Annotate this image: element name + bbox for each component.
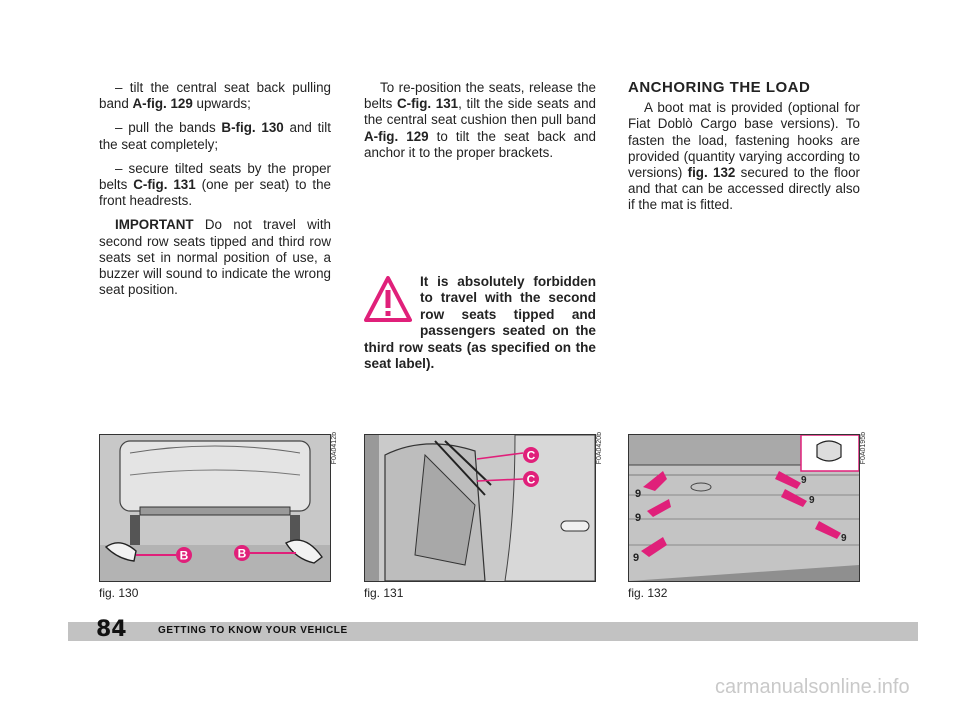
svg-text:9: 9 <box>635 488 642 500</box>
svg-text:9: 9 <box>635 512 642 524</box>
chapter-title: GETTING TO KNOW YOUR VEHICLE <box>158 625 348 636</box>
figure-code: F0A0412b <box>331 432 338 465</box>
fig-ref: A-fig. 129 <box>364 128 429 144</box>
callout-c-top: C <box>526 448 536 463</box>
column-1 <box>99 80 331 306</box>
paragraph-secure-seats: – secure tilted seats by the proper belts C-fig. 131 (one per seat) to the front headrests. <box>99 160 332 209</box>
fig-ref: C-fig. 131 <box>396 96 459 112</box>
paragraph-anchoring: A boot mat is provided (optional for Fiat Doblò Cargo base versions). To fasten the load, fastening hooks are provided (quantity varying according to versions) fig. 132 secured to the floor and that can be accessed directly also if the mat is fitted. <box>628 100 860 213</box>
figure-131-image <box>364 434 596 582</box>
column-2 <box>364 80 596 169</box>
section-heading: ANCHORING THE LOAD <box>628 79 811 96</box>
figure-130-image <box>99 434 331 582</box>
figure-label: fig. 130 <box>99 586 139 600</box>
figure-label: fig. 131 <box>364 586 404 600</box>
fig-ref: B-fig. 130 <box>221 120 284 136</box>
figure-132-image <box>628 434 860 582</box>
paragraph-pull-bands: – pull the bands B-fig. 130 and tilt the seat completely; <box>99 120 331 152</box>
paragraph-important: IMPORTANT Do not travel with second row seats tipped and third row seats set in normal position of use, a buzzer will sound to indicate the wrong seat position. <box>99 217 331 298</box>
svg-text:9: 9 <box>801 475 807 486</box>
watermark: carmanualsonline.info <box>715 676 910 698</box>
column-3 <box>628 80 860 222</box>
paragraph-tilt-seat-back: – tilt the central seat back pulling band A-fig. 129 upwards; <box>99 80 331 112</box>
fig-ref: A-fig. 129 <box>132 96 193 112</box>
fig-ref: C-fig. 131 <box>133 177 196 193</box>
warning-box <box>364 274 596 372</box>
paragraph-reposition: To re-position the seats, release the belts C-fig. 131, tilt the side seats and the central seat cushion then pull band A-fig. 129 to tilt the seat back and anchor it to the proper brackets. <box>364 80 596 160</box>
figure-code: F0A0195b <box>860 432 867 465</box>
callout-b-right: B <box>237 546 247 561</box>
warning-text: It is absolutely forbidden to travel with the second row seats tipped and passengers seated on the third row seats (as specified on the seat label). <box>364 274 596 372</box>
svg-text:9: 9 <box>809 495 815 506</box>
figure-code: F0A0420b <box>596 432 603 465</box>
fig-ref: fig. 132 <box>687 165 736 181</box>
svg-text:9: 9 <box>633 552 640 564</box>
figure-label: fig. 132 <box>628 586 668 600</box>
important-label: IMPORTANT <box>115 217 194 233</box>
page-number: 84 <box>96 617 127 642</box>
callout-b-left: B <box>179 548 189 563</box>
svg-text:9: 9 <box>841 533 847 544</box>
warning-triangle-icon <box>364 276 412 322</box>
callout-c-bottom: C <box>526 472 536 487</box>
